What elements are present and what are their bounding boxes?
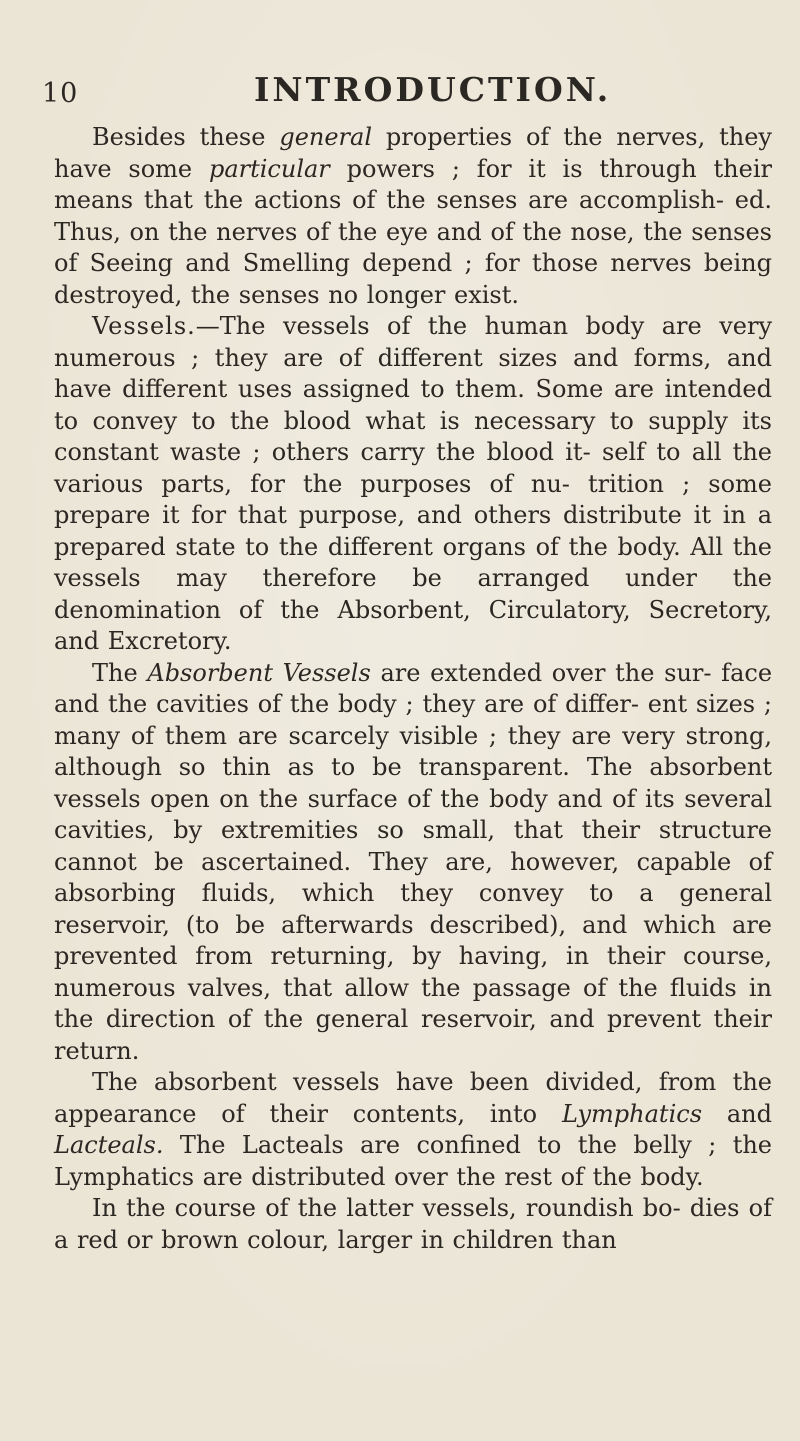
text-run: and: [702, 1099, 772, 1128]
text-run: powers ; for it is through their means that the actions of the senses are accomplish- ed. Thus, on the nerves of the eye and of the nose, the senses of Seeing and Smelling depend ; for those nerves being destroyed, the senses no longer exist.: [54, 154, 772, 309]
italic-text: Lymphatics: [561, 1099, 703, 1128]
text-run: In the course of the latter vessels, roundish bo- dies of a red or brown colour, larger in children than: [54, 1194, 772, 1254]
running-title: INTRODUCTION.: [254, 70, 612, 109]
paragraph: [54, 658, 772, 1068]
italic-text: particular: [208, 154, 330, 183]
text-run: properties of the nerves, they have some: [54, 123, 772, 183]
page-header: [34, 70, 780, 120]
italic-text: Lacteals.: [54, 1131, 164, 1159]
body-text: [54, 122, 772, 1256]
text-run: The: [92, 658, 148, 687]
text-run: The absorbent vessels have been divided, from the appearance of their contents, into: [54, 1068, 772, 1128]
text-run: are extended over the sur- face and the cavities of the body ; they are of differ- ent sizes ; many of them are scarcely visible ; they are very strong, although so thin as to be transparent. The absorbent vessels open on the surface of the body and of its several cavities, by extremities so small, that their structure cannot be ascertained. They are, however, capable of absorbing fluids, which they convey to a general reservoir, (to be afterwards described), and which are prevented from returning, by having, in their course, numerous valves, that allow the passage of the fluids in the direction of the general reservoir, and prevent their return.: [54, 658, 773, 1065]
page-number: 10: [42, 78, 79, 109]
text-run: The Lacteals are confined to the belly ; the Lymphatics are distributed over the rest of the body.: [54, 1131, 772, 1191]
text-run: —The vessels of the human body are very numerous ; they are of different sizes and forms, and have different uses assigned to them. Some are intended to convey to the blood what is necessary to supply its constant waste ; others carry the blood it- self to all the various parts, for the purposes of nu- trition ; some prepare it for that purpose, and others distribute it in a prepared state to the different organs of the body. All the vessels may therefore be arranged under the denomination of the Absorbent, Circulatory, Secretory, and Excretory.: [54, 312, 772, 655]
section-heading: Vessels.: [92, 312, 196, 340]
italic-text: Absorbent Vessels: [147, 658, 371, 687]
paragraph: [54, 122, 772, 311]
text-run: Besides these: [92, 123, 280, 151]
paragraph: [54, 311, 772, 658]
italic-text: general: [279, 123, 373, 151]
paragraph: [54, 1067, 772, 1193]
paragraph: [54, 1193, 772, 1256]
